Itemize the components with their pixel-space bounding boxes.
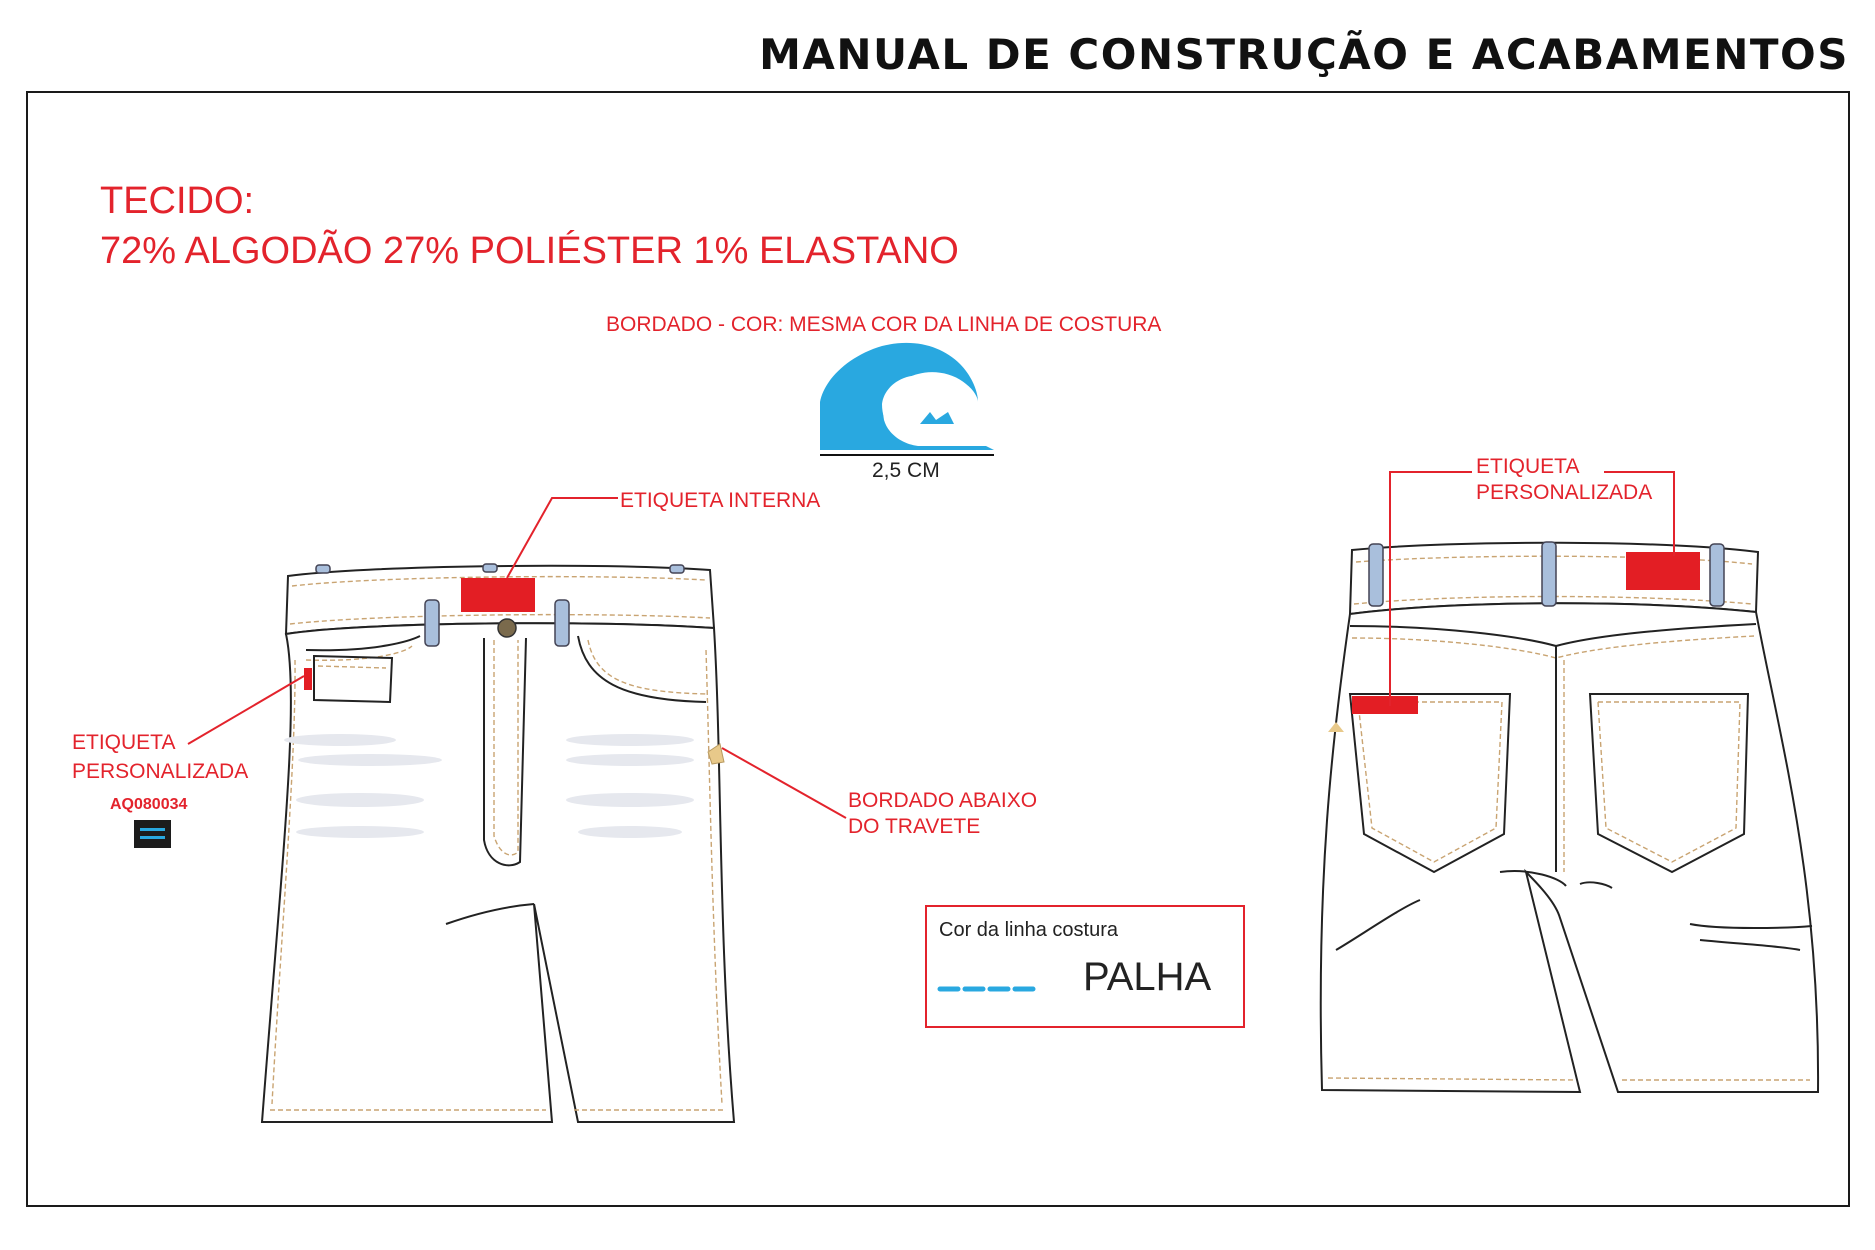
fabric-heading: TECIDO: bbox=[100, 180, 255, 222]
inner-label bbox=[461, 578, 535, 612]
belt-loop bbox=[1542, 542, 1556, 606]
custom-label-swatch bbox=[134, 820, 171, 848]
callout-front-custom-label-line2: PERSONALIZADA bbox=[72, 760, 249, 783]
side-custom-label bbox=[304, 668, 312, 690]
callout-inner-label: ETIQUETA INTERNA bbox=[620, 489, 821, 512]
legend-title: Cor da linha costura bbox=[939, 919, 1118, 941]
belt-loop bbox=[555, 600, 569, 646]
back-pocket-label bbox=[1352, 696, 1418, 714]
belt-loop bbox=[1369, 544, 1383, 606]
document-title: MANUAL DE CONSTRUÇÃO E ACABAMENTOS bbox=[759, 30, 1849, 79]
legend-value: PALHA bbox=[1083, 955, 1212, 999]
belt-loop bbox=[1710, 544, 1724, 606]
front-button bbox=[498, 619, 516, 637]
thread-color-legend bbox=[925, 905, 1245, 1028]
embroidery-color-note: BORDADO - COR: MESMA COR DA LINHA DE COSTURA bbox=[606, 313, 1162, 336]
style-code: AQ080034 bbox=[110, 796, 188, 813]
logo-size-label: 2,5 CM bbox=[872, 459, 940, 482]
callout-back-custom-label-line2: PERSONALIZADA bbox=[1476, 481, 1653, 504]
callout-front-custom-label-line1: ETIQUETA bbox=[72, 731, 176, 754]
back-shorts bbox=[1321, 472, 1818, 1092]
callout-embroidery-line1: BORDADO ABAIXO bbox=[848, 789, 1038, 812]
fabric-composition: 72% ALGODÃO 27% POLIÉSTER 1% ELASTANO bbox=[100, 230, 959, 272]
front-shorts bbox=[188, 498, 846, 1122]
belt-loop bbox=[425, 600, 439, 646]
callout-embroidery-line2: DO TRAVETE bbox=[848, 815, 981, 838]
back-custom-label bbox=[1626, 552, 1700, 590]
callout-back-custom-label-line1: ETIQUETA bbox=[1476, 455, 1580, 478]
